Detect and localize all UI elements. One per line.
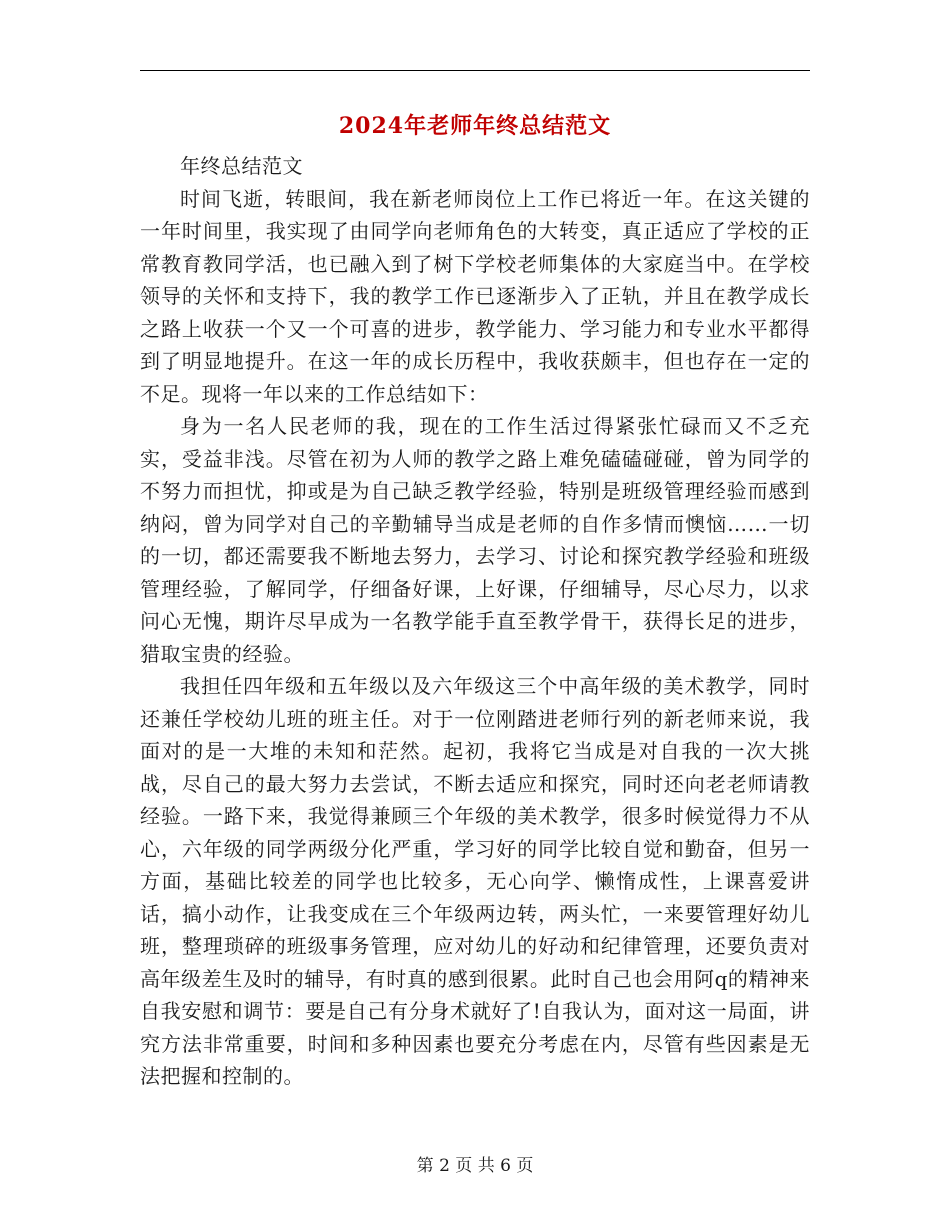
paragraph-subtitle: 年终总结范文: [180, 154, 303, 178]
page-number-footer: 第 2 页 共 6 页: [416, 1156, 534, 1176]
paragraph-teaching-duties: 我担任四年级和五年级以及六年级这三个中高年级的美术教学，同时还兼任学校幼儿班的班主任。对于一位刚踏进老师行列的新老师来说，我面对的是一大堆的未知和茫然。起初，我将它当成是对自我的一次大挑战，尽自己的最大努力去尝试，不断去适应和探究，同时还向老老师请教经验。一路下来，我觉得兼顾三个年级的美术教学，很多时候觉得力不从心，六年级的同学两级分化严重，学习好的同学比较自觉和勤奋，但另一方面，基础比较差的同学也比较多，无心向学、懒惰成性，上课喜爱讲话，搞小动作，让我变成在三个年级两边转，两头忙，一来要管理好幼儿班，整理琐碎的班级事务管理，应对幼儿的好动和纪律管理，还要负责对高年级差生及时的辅导，有时真的感到很累。此时自己也会用阿q的精神来自我安慰和调节：要是自己有分身术就好了!自我认为，面对这一局面，讲究方法非常重要，时间和多种因素也要充分考虑在内，尽管有些因素是无法把握和控制的。: [140, 674, 810, 1088]
header-rule: [140, 70, 810, 71]
document-title: 2024年老师年终总结范文: [338, 113, 612, 139]
paragraph-reflection: 身为一名人民老师的我，现在的工作生活过得紧张忙碌而又不乏充实，受益非浅。尽管在初为人师的教学之路上难免磕磕碰碰，曾为同学的不努力而担忧，抑或是为自己缺乏教学经验，特别是班级管理经验而感到纳闷，曾为同学对自己的辛勤辅导当成是老师的自作多情而懊恼……一切的一切，都还需要我不断地去努力，去学习、讨论和探究教学经验和班级管理经验，了解同学，仔细备好课，上好课，仔细辅导，尽心尽力，以求问心无愧，期许尽早成为一名教学能手直至教学骨干，获得长足的进步，猎取宝贵的经验。: [140, 414, 810, 666]
paragraph-intro: 时间飞逝，转眼间，我在新老师岗位上工作已将近一年。在这关键的一年时间里，我实现了由同学向老师角色的大转变，真正适应了学校的正常教育教同学活，也已融入到了树下学校老师集体的大家庭当中。在学校领导的关怀和支持下，我的教学工作已逐渐步入了正轨，并且在教学成长之路上收获一个又一个可喜的进步，教学能力、学习能力和专业水平都得到了明显地提升。在这一年的成长历程中，我收获颇丰，但也存在一定的不足。现将一年以来的工作总结如下：: [140, 186, 810, 406]
document-body: [140, 150, 810, 1093]
